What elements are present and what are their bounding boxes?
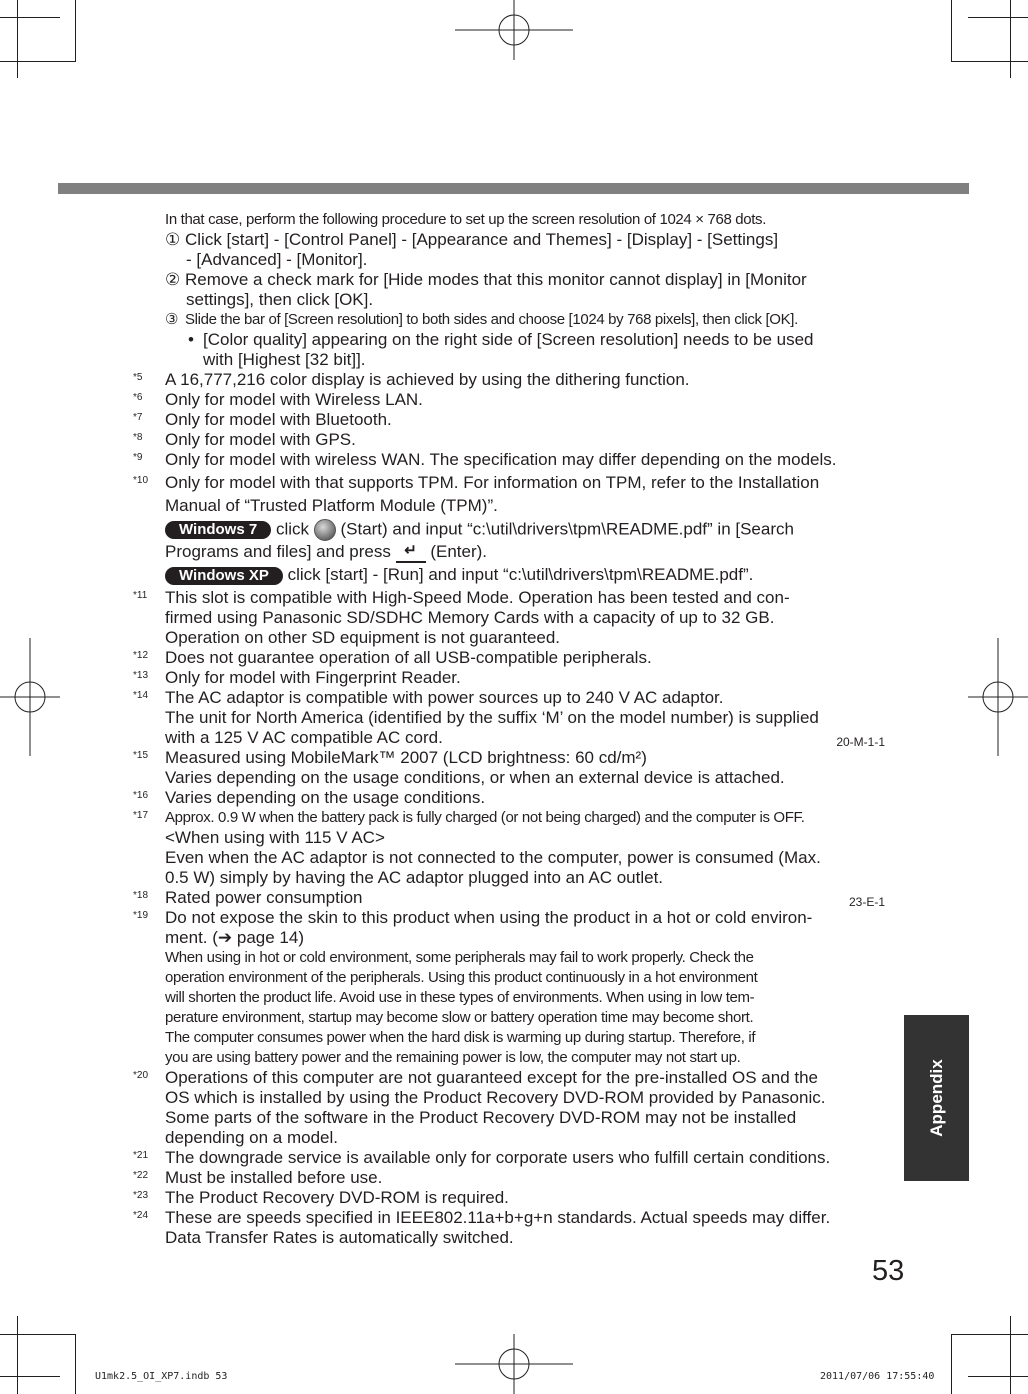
- footnote-11: *11 This slot is compatible with High-Speed Mode. Operation has been tested and con-: [133, 588, 790, 607]
- footnote-17: *17 Approx. 0.9 W when the battery pack is fully charged (or not being charged) and the computer is OFF.: [133, 809, 805, 826]
- header-rule: [58, 183, 969, 194]
- footnotes-body: In that case, perform the following procedure to set up the screen resolution of 1024 × 768 dots. ① Click [start] - [Control Panel] - [Appearance and Themes] - [Display] - [Settings] - [Advanced] - [Monitor]. ② Remove a check mark for [Hide modes that this monitor cannot display] in [Monitor settings], then click [OK]. ③ Slide the bar of [Screen resolution] to both sides and choose [1024 by 768 pixels], then click [OK]. • [Color quality] appearing on the right side of [Screen resolution] needs to be used with [Highest [32 bit]]. *5 A 16,777,216 color display is achieved by using the dithering function. *6 Only for model with Wireless LAN. *7 Only for model with Bluetooth. *8 Only for model with GPS. *9 Only for model with wireless WAN. The specification may differ depending on the models. *10 Only for model with that supports TPM. For information on TPM, refer to the Installation Manual of “Trusted Platform Module (TPM)”. Windows 7 click (Start) and input “c:\util\drivers\tpm\README.pdf” in [Search Programs and files] and press ↵ (Enter). Windows XP click [start] - [Run] and input “c:\util\drivers\tpm\README.pdf”. *11 This slot is compatible with High-Speed Mode. Operation has been tested and con- firmed using Panasonic SD/SDHC Memory Cards with a capacity of up to 32 GB. Operation on other SD equipment is not guaranteed. *12 Does not guarantee operation of all USB-compatible peripherals. *13 Only for model with Fingerprint Reader. *14 The AC adaptor is compatible with power sources up to 240 V AC adaptor. The unit for North America (identified by the suffix ‘M’ on the model number) is supplied with a 125 V AC compatible AC cord. 20-M-1-1 *15 Measured using MobileMark™ 2007 (LCD brightness: 60 cd/m²) Varies depending on the usage conditions, or when an external device is attached. *16 Varies depending on the usage conditions. *17 Approx. 0.9 W when the battery pack is fully charged (or not being charged) and the computer is OFF. <When using with 115 V AC> Even when the AC adaptor is not connected to the computer, power is consumed (Max. 0.5 W) simply by having the AC adaptor plugged into an AC outlet. *18 Rated power consumption 23-E-1 *19 Do not expose the skin to this product when using the product in a hot or cold environ- ment. (➔ page 14) When using in hot or cold environment, some peripherals may fail to work properly. Check the operation environment of the peripherals. Using this product continuously in a hot environment will shorten the product life. Avoid use in these types of environments. When using in low tem- perature environment, startup may become slow or battery operation time may become short. The computer consumes power when the hard disk is warming up during startup. Therefore, if you are using battery power and the remaining power is low, the computer may not start up. *20 Operations of this computer are not guaranteed except for the pre-installed OS and the OS which is installed by using the Product Recovery DVD-ROM provided by Panasonic. Some parts of the software in the Product Recovery DVD-ROM may not be installed depending on a model. *21 The downgrade service is available only for corporate users who fulfill certain conditions. *22 Must be installed before use. *23 The Product Recovery DVD-ROM is required. *24 These are speeds specified in IEEE802.11a+b+g+n standards. Actual speeds may differ. Data Transfer Rates is automatically switched.: [133, 210, 893, 1248]
- footnote-13: *13 Only for model with Fingerprint Reader.: [133, 668, 461, 687]
- footnote-8: *8 Only for model with GPS.: [133, 430, 356, 449]
- regulatory-code: 23-E-1: [848, 895, 885, 909]
- footnote-16: *16 Varies depending on the usage conditions.: [133, 788, 486, 807]
- windowsxp-badge: Windows XP: [165, 567, 283, 585]
- slug-file: U1mk2.5_OI_XP7.indb 53: [95, 1371, 228, 1382]
- slug-datetime: 2011/07/06 17:55:40: [820, 1371, 935, 1382]
- registration-mark-bottom-icon: [455, 1334, 573, 1394]
- enter-key-icon: ↵: [396, 543, 426, 563]
- footnote-5: *5 A 16,777,216 color display is achieved by using the dithering function.: [133, 370, 690, 389]
- regulatory-code: 20-M-1-1: [836, 735, 885, 749]
- registration-mark-left-icon: [0, 638, 60, 756]
- registration-mark-top-icon: [455, 0, 573, 60]
- footnote-9: *9 Only for model with wireless WAN. The specification may differ depending on the models.: [133, 450, 837, 469]
- footnote-21: *21 The downgrade service is available only for corporate users who fulfill certain conditions.: [133, 1148, 831, 1167]
- footnote-22: *22 Must be installed before use.: [133, 1168, 383, 1187]
- footnote-14: *14 The AC adaptor is compatible with power sources up to 240 V AC adaptor.: [133, 688, 724, 707]
- page-number: 53: [872, 1255, 905, 1287]
- footnote-10: *10 Only for model with that supports TPM. For information on TPM, refer to the Installation: [133, 473, 820, 492]
- footnote-15: *15 Measured using MobileMark™ 2007 (LCD brightness: 60 cd/m²): [133, 748, 647, 767]
- side-tab-label: Appendix: [926, 1059, 946, 1137]
- footnote-7: *7 Only for model with Bluetooth.: [133, 410, 392, 429]
- appendix-side-tab: [904, 1015, 969, 1181]
- step-1: ① Click [start] - [Control Panel] - [Appearance and Themes] - [Display] - [Settings]: [165, 230, 779, 249]
- footnote-19: *19 Do not expose the skin to this product when using the product in a hot or cold environ-: [133, 908, 813, 927]
- footnote-12: *12 Does not guarantee operation of all USB-compatible peripherals.: [133, 648, 652, 667]
- footnote-20: *20 Operations of this computer are not guaranteed except for the pre-installed OS and the: [133, 1068, 818, 1087]
- footnote-18: *18 Rated power consumption 23-E-1: [133, 888, 893, 908]
- windows7-badge: Windows 7: [165, 521, 271, 539]
- footnote-6: *6 Only for model with Wireless LAN.: [133, 390, 423, 409]
- windows-start-orb-icon: [314, 519, 336, 541]
- registration-mark-right-icon: [968, 638, 1028, 756]
- footnote-23: *23 The Product Recovery DVD-ROM is required.: [133, 1188, 509, 1207]
- step-3: ③ Slide the bar of [Screen resolution] to both sides and choose [1024 by 768 pixels], then click [OK].: [165, 311, 798, 328]
- step-2: ② Remove a check mark for [Hide modes that this monitor cannot display] in [Monitor: [165, 270, 807, 289]
- intro-lead: In that case, perform the following procedure to set up the screen resolution of 1024 × 768 dots.: [165, 211, 767, 228]
- footnote-24: *24 These are speeds specified in IEEE802.11a+b+g+n standards. Actual speeds may differ.: [133, 1208, 831, 1227]
